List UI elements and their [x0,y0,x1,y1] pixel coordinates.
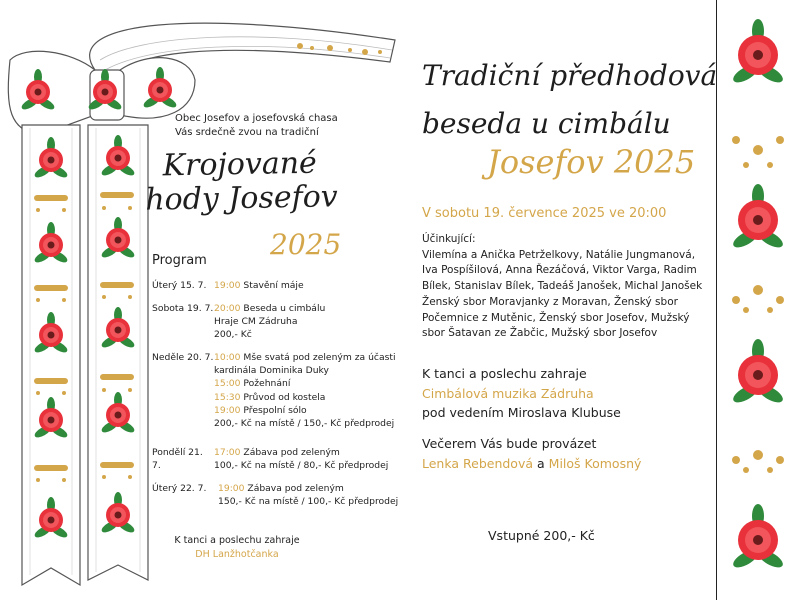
program-time: 15:30 [214,391,241,403]
program-heading: Program [152,253,207,268]
event-title [144,146,338,217]
beseda-place: Josefov 2025 [487,143,696,181]
program-day-label: Sobota 19. 7. [152,303,214,314]
left-music-band: DH Lanžhotčanka [195,549,279,560]
program-text: Mše svatá pod zeleným za účasti [243,352,396,363]
program-time: 10:00 [214,352,241,363]
beseda-title [422,52,717,148]
dance-leader: pod vedením Miroslava Klubuse [422,405,621,420]
event-year: 2025 [270,228,342,261]
program-text: Beseda u cimbálu [243,303,326,314]
beseda-date: V sobotu 19. července 2025 ve 20:00 [422,206,667,221]
program-day-label: Úterý 22. 7. [152,483,207,494]
program-day-label: Pondělí 21. 7. [152,447,203,472]
performers-heading: Účinkující: [422,233,476,245]
event-title-line-1: Krojované [162,145,318,184]
program-time: 15:00 [214,378,241,390]
invitation-text [175,112,338,140]
entry-fee: Vstupné 200,- Kč [488,528,595,543]
program-text: kardinála Dominika Duky [214,365,329,377]
event-title-line-2: hody Josefov [144,179,339,218]
program-text: Hraje CM Zádruha [214,316,298,328]
invite-line-2: Vás srdečně zvou na tradiční [175,127,319,138]
performers-block [422,232,714,342]
program-text: 200,- Kč na místě / 150,- Kč předprodej [214,418,395,430]
program-day-label: Neděle 20. 7. [152,352,214,363]
beseda-title-line-1: Tradiční předhodová [422,59,718,92]
left-music-line: K tanci a poslechu zahraje [174,535,300,546]
program-time: 19:00 [214,404,241,416]
program-text: 150,- Kč na místě / 100,- Kč předprodej [218,496,399,508]
program-text: 100,- Kč na místě / 80,- Kč předprodej [214,460,389,472]
program-time: 20:00 [214,303,241,314]
program-text: 200,- Kč [214,329,252,341]
program-time: 19:00 [214,280,241,291]
program-day-label: Úterý 15. 7. [152,280,207,291]
dance-line: K tanci a poslechu zahraje [422,366,587,381]
program-text: Zábava pod zeleným [243,447,340,458]
beseda-title-line-2: beseda u cimbálu [422,107,671,140]
host-2: Miloš Komosný [548,455,642,471]
evening-info [422,434,641,473]
dance-band: Cimbálová muzika Zádruha [422,385,594,401]
program-text: Stavění máje [243,280,304,291]
program-time: 19:00 [218,483,245,494]
invite-line-1: Obec Josefov a josefovská chasa [175,113,338,124]
host-and: a [537,455,545,471]
program-time: 17:00 [214,447,241,458]
left-music-info [162,534,312,562]
host-1: Lenka Rebendová [422,455,534,471]
floral-border-decoration [716,0,800,600]
performers-list: Vilemína a Anička Petrželkovy, Natálie Jungmanová, Iva Pospíšilová, Anna Řezáčová, Viktor Varga, Radim Bílek, Stanislav Bílek, Tadeáš Janošek, Michal Janošek Ženský sbor Moravjanky z Moravan, Ženský sbor Počemnice z Mutěnic, Ženský sbor Josefov, Mužský sbor Šatavan ze Žabčic, Mužský sbor Josefov [422,248,703,340]
program-text: Požehnání [243,378,291,390]
program-text: Přespolní sólo [243,404,307,416]
program-text: Zábava pod zeleným [247,483,344,494]
program-text: Průvod od kostela [243,391,326,403]
dance-info [422,364,621,423]
evening-line: Večerem Vás bude provázet [422,436,597,451]
